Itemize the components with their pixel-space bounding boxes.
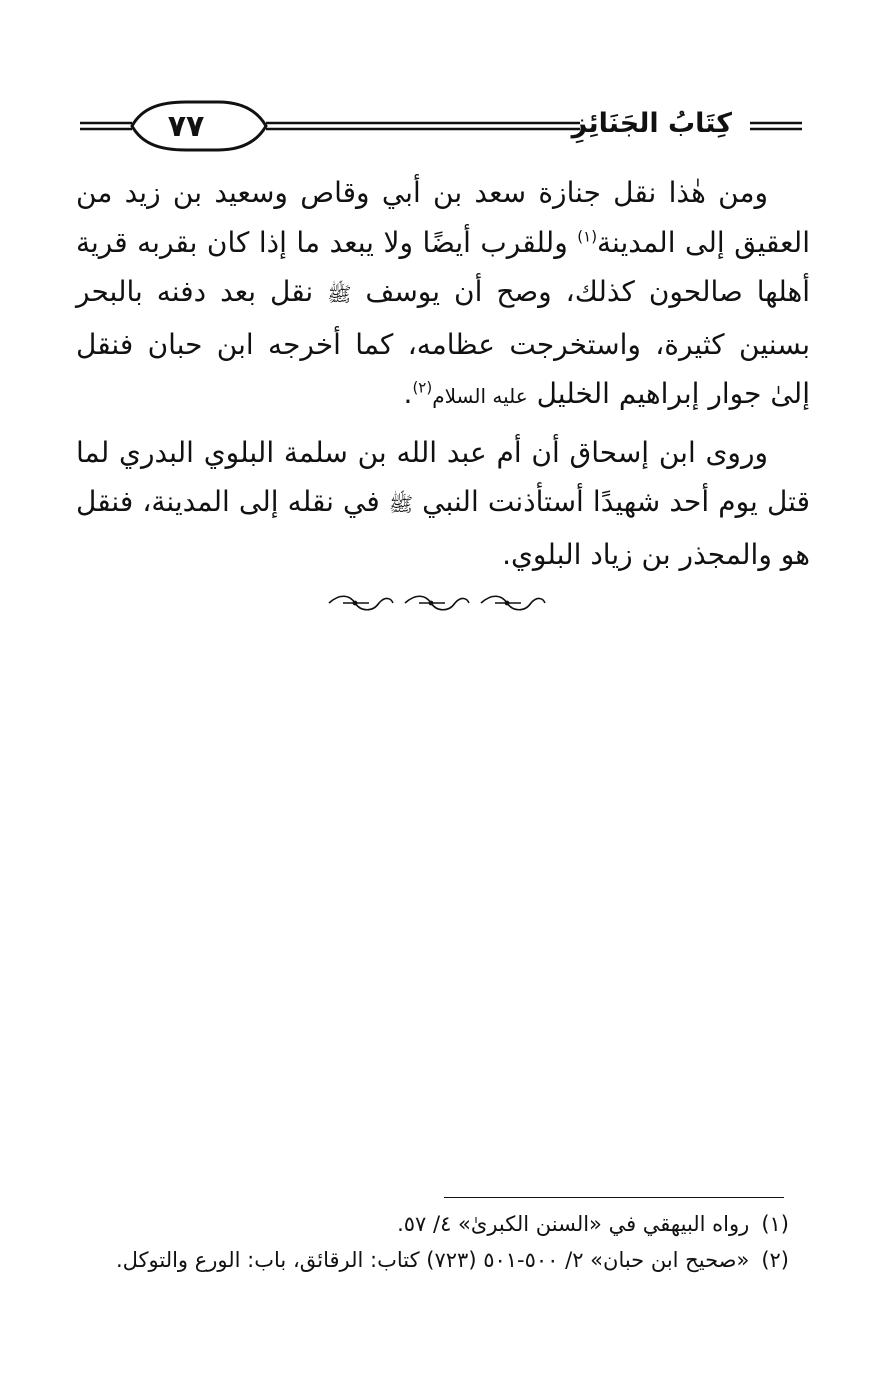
paragraph-1-text-d: . bbox=[403, 377, 413, 410]
section-divider-ornament bbox=[325, 592, 549, 614]
paragraph-2-text-b: في نقله إلى المدينة، فنقل هو والمجذر بن زياد البلوي. bbox=[76, 485, 810, 571]
honorific-glyph: ﷺ bbox=[388, 492, 414, 516]
paragraph-2-text-a: وروى ابن إسحاق أن أم عبد الله بن سلمة البلوي البدري لما قتل يوم أحد شهيدًا أستأذنت النبي bbox=[76, 435, 810, 518]
running-title: كِتَابُ الجَنَائِزِ bbox=[571, 108, 732, 139]
page-header bbox=[80, 98, 810, 158]
footnote-text: «صحيح ابن حبان» ٢/ ٥٠٠-٥٠١ (٧٢٣) كتاب: الرقائق، باب: الورع والتوكل. bbox=[115, 1248, 750, 1272]
honorific-glyph: عليه السلام bbox=[432, 384, 528, 408]
footnote-number: (٢) bbox=[761, 1248, 789, 1272]
footnote-1 bbox=[69, 1206, 789, 1242]
footnotes bbox=[69, 1206, 789, 1278]
page-number: ٧٧ bbox=[167, 108, 205, 144]
honorific-glyph: ﷺ bbox=[327, 282, 352, 306]
main-text bbox=[76, 168, 810, 579]
footnote-ref-1: (١) bbox=[577, 227, 598, 246]
paragraph-1-text-a: ومن هٰذا نقل جنازة سعد بن أبي وقاص وسعيد بن زيد من العقيق إلى المدينة bbox=[76, 176, 810, 259]
footnote-separator bbox=[444, 1197, 784, 1198]
footnote-text: رواه البيهقي في «السنن الكبرىٰ» ٤/ ٥٧. bbox=[397, 1212, 750, 1236]
footnote-ref-2: (٢) bbox=[412, 378, 433, 397]
paragraph-1-text-c: نقل بعد دفنه بالبحر بسنين كثيرة، واستخرجت عظامه، كما أخرجه ابن حبان فنقل إلىٰ جوار إبراهيم الخليل bbox=[76, 275, 810, 410]
paragraph-1-text-b: وللقرب أيضًا ولا يبعد ما إذا كان بقربه قرية أهلها صالحون كذلك، وصح أن يوسف bbox=[76, 225, 811, 308]
footnote-2 bbox=[69, 1242, 789, 1278]
paragraph-2 bbox=[76, 428, 810, 580]
paragraph-1 bbox=[76, 168, 810, 422]
footnote-number: (١) bbox=[761, 1212, 789, 1236]
